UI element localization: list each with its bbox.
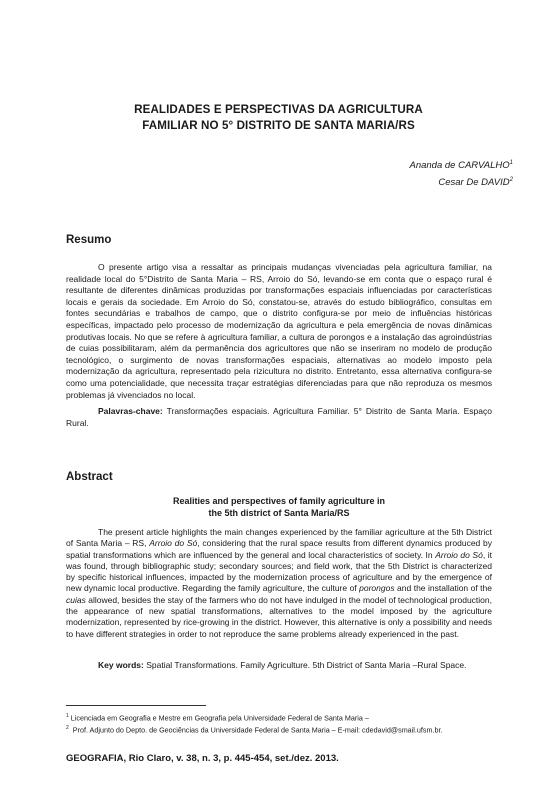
resumo-keywords-text: Transformações espaciais. Agricultura Familiar. 5° Distrito de Santa Maria. Espaço Rural. xyxy=(66,406,492,428)
abstract-text-3: , it was found, through bibliographic study; secondary sources; and field work, that the 5th District is characterized by specific historical influences, impacted by the modernization process of agriculture and by the emergence of new dynamic local productive. Regarding the family agriculture, the culture of xyxy=(66,549,492,594)
article-title xyxy=(60,102,497,134)
abstract-subtitle-line-2: the 5th district of Santa Maria/RS xyxy=(208,508,350,518)
author-1-name: Ananda de CARVALHO xyxy=(409,160,510,172)
author-2 xyxy=(409,173,513,190)
abstract-italic-2: Arroio do Só xyxy=(435,549,483,560)
resumo-keywords xyxy=(66,406,492,429)
author-2-name: Cesar De DAVID xyxy=(438,177,510,189)
abstract-italic-1: Arroio do Só xyxy=(149,538,198,549)
abstract-subtitle-line-1: Realities and perspectives of family agriculture in xyxy=(172,496,386,506)
abstract-text-4: and the installation of the xyxy=(394,583,492,594)
abstract-keywords xyxy=(66,660,492,672)
abstract-subtitle xyxy=(66,495,492,519)
abstract-body xyxy=(66,527,492,640)
abstract-keywords-text: Spatial Transformations. Family Agriculture. 5th District of Santa Maria –Rural Space. xyxy=(146,660,467,670)
footnote-divider xyxy=(66,705,206,706)
author-1-mark: 1 xyxy=(509,160,513,166)
title-line-2: FAMILIAR NO 5° DISTRITO DE SANTA MARIA/RS xyxy=(142,119,415,132)
journal-footer: GEOGRAFIA, Rio Claro, v. 38, n. 3, p. 445-454, set./dez. 2013. xyxy=(66,753,339,764)
abstract-italic-3: porongos xyxy=(359,583,395,594)
abstract-keywords-label: Key words: xyxy=(98,660,144,670)
author-2-mark: 2 xyxy=(509,177,513,184)
footnote-2-text: Prof. Adjunto do Depto. de Geociências da Universidade Federal de Santa Maria – E-mail: cdedavid@smail.ufsm.br. xyxy=(72,725,443,735)
abstract-text-5: allowed, besides the stay of the farmers who do not have indulged in the model of technological production, the appearance of new spatial transformations, alternatives to the model imposed by the agriculture modernization, represented by rice-growing in the district. However, this alternative is only a possibility and needs to have different strategies in order to not reproduce the same problems already experienced in the past. xyxy=(66,594,492,639)
author-list xyxy=(409,156,513,190)
footnote-1-text: Licenciada em Geografia e Mestre em Geografia pela Universidade Federal de Santa Maria – xyxy=(70,713,369,723)
resumo-body: O presente artigo visa a ressaltar as principais mudanças vivenciadas pela agricultura familiar, na realidade local do 5°Distrito de Santa Maria – RS, Arroio do Só, levando-se em conta que o espaço rural é resultante de diferentes dinâmicas produzidas por transformações espaciais influenciadas por características locais e gerais da sociedade. Em Arroio do Só, constatou-se, através do estudo bibliográfico, consultas em fontes secundárias e trabalhos de campo, que o distrito configura-se por meio de influências históricas específicas, impactado pelo processo de modernização da agricultura e pela emergência de novas dinâmicas produtivas locais. No que se refere à agricultura familiar, a cultura de porongos e a instalação das agroindústrias de cuias possibilitaram, além da permanência dos agricultores que não se inseriram no modelo de produção tecnológico, o surgimento de novas transformações espaciais, alternativas ao modelo imposto pela modernização da agricultura, representado pela rizicultura no distrito. Entretanto, essa alternativa configura-se como uma potencialidade, que necessita traçar estratégias diferenciadas para que não reproduza os mesmos problemas já vivenciados no local. xyxy=(66,262,492,400)
footnote-2-mark: 2 xyxy=(66,725,69,731)
abstract-text-1: The present article highlights the main changes experienced by the familiar agriculture at the 5th District of Santa Maria – RS, xyxy=(66,527,492,549)
title-line-1: REALIDADES E PERSPECTIVAS DA AGRICULTURA xyxy=(134,103,423,116)
abstract-heading: Abstract xyxy=(66,471,113,483)
abstract-italic-4: cuias xyxy=(66,594,86,605)
resumo-keywords-label: Palavras-chave: xyxy=(98,406,163,416)
abstract-text-2: , considering that the rural space results from different dynamics produced by spatial transformations which are influenced by the general and local characteristics of society. In xyxy=(66,538,493,560)
footnote-1 xyxy=(66,711,492,723)
resumo-heading: Resumo xyxy=(66,234,112,246)
author-1 xyxy=(409,156,513,173)
footnote-1-mark: 1 xyxy=(66,713,69,719)
footnote-2 xyxy=(66,723,492,735)
